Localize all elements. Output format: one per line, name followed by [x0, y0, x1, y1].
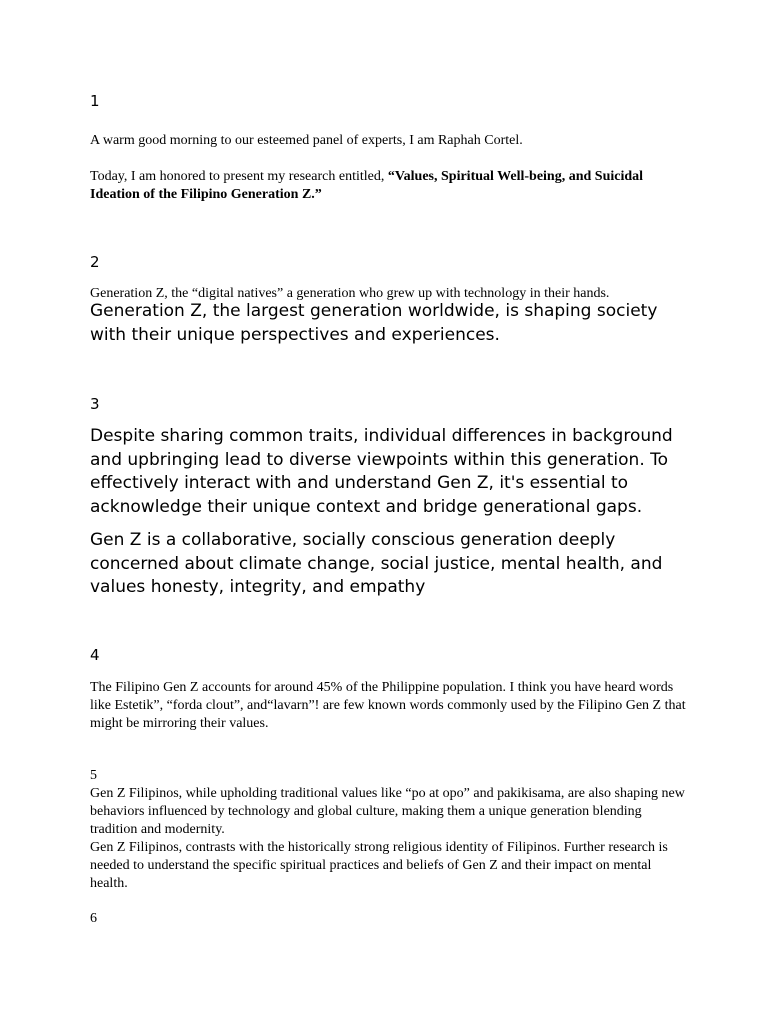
section-6-number: 6	[90, 911, 97, 926]
section-3-number: 3	[90, 395, 100, 413]
filipino-genz-text: The Filipino Gen Z accounts for around 45% of the Philippine population. I think you have heard words like Estetik”, “forda clout”, and“lavarn”! are few known words commonly used by the Filipino Gen Z that might be mirroring their values.	[90, 680, 686, 731]
diverse-viewpoints-text: Despite sharing common traits, individual differences in background and upbringing lead to diverse viewpoints within this generation. To effectively interact with and understand Gen Z, it's essential to acknowledge their unique context and bridge generational gaps.	[90, 426, 673, 517]
section-2-number: 2	[90, 253, 100, 271]
intro-prefix: Today, I am honored to present my research entitled,	[90, 169, 388, 184]
greeting-text: A warm good morning to our esteemed panel of experts, I am Raphah Cortel.	[90, 133, 523, 148]
research-intro	[90, 168, 690, 204]
section-1-number: 1	[90, 92, 100, 110]
section-4-number: 4	[90, 646, 100, 664]
largest-generation-text: Generation Z, the largest generation worldwide, is shaping society with their unique perspectives and experiences.	[90, 301, 658, 345]
research-title: “Values, Spiritual Well-being, and Suicidal Ideation of the Filipino Generation Z.”	[90, 169, 644, 202]
digital-natives-text: Generation Z, the “digital natives” a generation who grew up with technology in their hands.	[90, 286, 610, 301]
collaborative-generation-text: Gen Z is a collaborative, socially conscious generation deeply concerned about climate change, social justice, mental health, and values honesty, integrity, and empathy	[90, 530, 663, 597]
traditional-values-text: Gen Z Filipinos, while upholding traditional values like “po at opo” and pakikisama, are also shaping new behaviors influenced by technology and global culture, making them a unique generation blending tradition and modernity.	[90, 786, 685, 837]
religious-identity-text: Gen Z Filipinos, contrasts with the historically strong religious identity of Filipinos. Further research is needed to understand the specific spiritual practices and beliefs of Gen Z and their impact on mental health.	[90, 840, 668, 891]
section-5-number: 5	[90, 768, 97, 783]
